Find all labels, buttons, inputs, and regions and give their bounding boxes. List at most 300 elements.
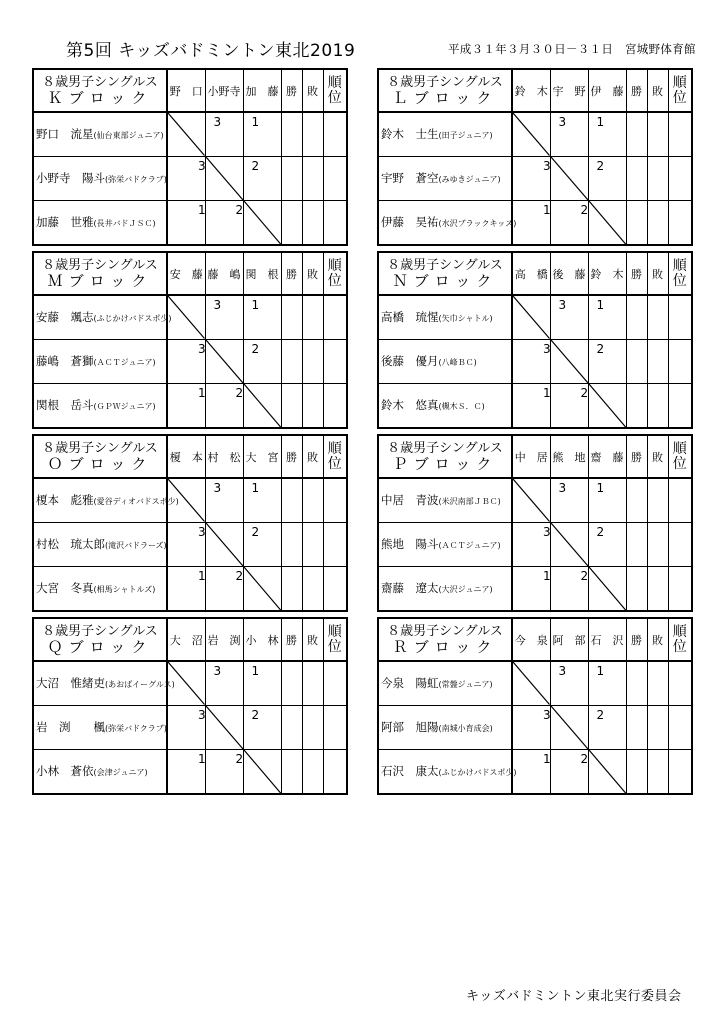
column-header: 中 居: [512, 436, 550, 478]
player-name: 宇野 蒼空: [381, 171, 439, 185]
score-cell: [512, 383, 550, 427]
column-header: 勝: [281, 436, 302, 478]
score-cell: [550, 661, 588, 705]
score-cell: [588, 705, 626, 749]
column-header: 勝: [626, 619, 647, 661]
player-club: (みゆきジュニア): [438, 175, 501, 184]
score-cell: [167, 383, 205, 427]
game-score: 1: [251, 115, 260, 129]
self-match-cell: [167, 112, 205, 156]
score-cell: [205, 112, 243, 156]
league-table: [34, 253, 346, 427]
player-club: (弥栄バドクラブ): [105, 724, 167, 733]
column-header: 敗: [647, 619, 668, 661]
table-row: [379, 112, 691, 156]
loss-cell: [302, 566, 323, 610]
game-score: 3: [543, 341, 551, 356]
self-match-cell: [588, 566, 626, 610]
game-score: 1: [596, 115, 605, 129]
rank-header: 順位: [323, 619, 346, 661]
rank-cell: [668, 522, 691, 566]
diagonal-slash: [244, 201, 281, 245]
game-score: 1: [543, 751, 551, 766]
player-club: (ＡＣＴジュニア): [438, 541, 501, 550]
self-match-cell: [243, 383, 281, 427]
game-score: 1: [596, 481, 605, 495]
game-score: 3: [543, 158, 551, 173]
loss-cell: [647, 339, 668, 383]
player-club: (ふじかけバドスポ少): [438, 768, 517, 778]
rank-cell: [323, 383, 346, 427]
column-header: 熊 地: [550, 436, 588, 478]
column-header: 敗: [302, 436, 323, 478]
self-match-cell: [205, 339, 243, 383]
player-name: 岩 渕 楓: [36, 720, 105, 734]
player-club: (矢巾シャトル): [438, 314, 493, 324]
loss-cell: [302, 339, 323, 383]
score-cell: [205, 749, 243, 793]
table-row: [34, 566, 346, 610]
rank-cell: [323, 705, 346, 749]
score-cell: [512, 156, 550, 200]
player-cell: [34, 112, 167, 156]
score-cell: [588, 156, 626, 200]
player-name: 鈴木 悠真: [381, 398, 439, 413]
column-header: 野 口: [167, 70, 205, 112]
self-match-cell: [243, 200, 281, 244]
player-cell: [34, 705, 167, 749]
game-score: 1: [251, 298, 260, 312]
rank-header: 順位: [668, 619, 691, 661]
score-cell: [243, 112, 281, 156]
column-header: 安 藤: [167, 253, 205, 295]
league-block: [377, 251, 693, 429]
score-cell: [512, 749, 550, 793]
page-title: 第5回 キッズバドミントン東北2019: [66, 41, 356, 61]
column-header: 敗: [647, 436, 668, 478]
game-score: 1: [543, 385, 551, 400]
win-cell: [281, 705, 302, 749]
score-cell: [550, 566, 588, 610]
self-match-cell: [588, 749, 626, 793]
column-header: 敗: [302, 70, 323, 112]
block-name: Ｎブロック: [392, 271, 498, 290]
game-score: 1: [198, 751, 206, 766]
score-cell: [512, 522, 550, 566]
player-club: (田子ジュニア): [438, 131, 493, 141]
table-row: [34, 156, 346, 200]
table-row: [34, 200, 346, 244]
win-cell: [626, 295, 647, 339]
block-name: Ｏブロック: [47, 454, 153, 473]
score-cell: [550, 383, 588, 427]
loss-cell: [647, 661, 668, 705]
category-label: ８歳男子シングルス: [387, 440, 503, 456]
win-cell: [626, 705, 647, 749]
block-header: [379, 253, 512, 295]
block-name: Ｒブロック: [392, 637, 498, 656]
self-match-cell: [588, 383, 626, 427]
league-table: [379, 70, 691, 244]
score-cell: [167, 566, 205, 610]
column-header: 勝: [281, 70, 302, 112]
league-block: [32, 251, 348, 429]
column-header: 勝: [281, 253, 302, 295]
player-name: 今泉 陽虹: [381, 676, 439, 691]
win-cell: [281, 478, 302, 522]
rank-header: 順位: [668, 253, 691, 295]
self-match-cell: [550, 339, 588, 383]
score-cell: [167, 749, 205, 793]
self-match-cell: [167, 295, 205, 339]
column-header: 榎 本: [167, 436, 205, 478]
category-label: ８歳男子シングルス: [42, 623, 158, 639]
column-header: 敗: [647, 253, 668, 295]
category-label: ８歳男子シングルス: [387, 623, 503, 639]
column-header: 関 根: [243, 253, 281, 295]
table-row: [379, 200, 691, 244]
player-club: (南城小育成会): [438, 724, 493, 733]
block-header: [379, 619, 512, 661]
rank-cell: [668, 383, 691, 427]
player-name: 村松 琉太郎: [36, 537, 105, 551]
diagonal-slash: [168, 662, 205, 705]
league-block: [377, 617, 693, 795]
player-cell: [379, 522, 512, 566]
score-cell: [512, 200, 550, 244]
league-table: [379, 619, 691, 793]
game-score: 3: [198, 524, 206, 539]
diagonal-slash: [513, 479, 550, 522]
column-header: 藤 嶋: [205, 253, 243, 295]
loss-cell: [647, 566, 668, 610]
rank-cell: [323, 566, 346, 610]
win-cell: [626, 566, 647, 610]
player-cell: [379, 339, 512, 383]
game-score: 1: [251, 664, 260, 678]
column-header: 勝: [626, 70, 647, 112]
game-score: 2: [580, 202, 589, 217]
game-score: 2: [251, 707, 260, 722]
score-cell: [588, 661, 626, 705]
score-cell: [550, 749, 588, 793]
player-club: (常盤ジュニア): [438, 680, 493, 690]
rank-cell: [668, 156, 691, 200]
column-header: 鈴 木: [588, 253, 626, 295]
rank-cell: [323, 112, 346, 156]
column-header: 宇 野: [550, 70, 588, 112]
game-score: 1: [251, 481, 260, 495]
score-cell: [205, 383, 243, 427]
category-label: ８歳男子シングルス: [42, 74, 158, 90]
game-score: 3: [213, 115, 222, 129]
rank-header: 順位: [668, 436, 691, 478]
player-club: (愛谷ディオバドスポ少): [93, 497, 179, 507]
game-score: 3: [198, 707, 206, 722]
self-match-cell: [243, 749, 281, 793]
rank-cell: [668, 112, 691, 156]
event-date-venue: 平成３１年３月３０日－３１日 宮城野体育館: [448, 42, 696, 56]
game-score: 2: [251, 158, 260, 173]
player-club: (大沢ジュニア): [438, 585, 493, 595]
diagonal-slash: [513, 296, 550, 339]
player-name: 石沢 康太: [381, 764, 439, 779]
loss-cell: [647, 156, 668, 200]
player-cell: [34, 478, 179, 522]
player-club: (滝沢バドラーズ): [105, 541, 167, 550]
player-club: (八峰ＢＣ): [438, 358, 477, 367]
rank-cell: [668, 339, 691, 383]
loss-cell: [647, 295, 668, 339]
game-score: 2: [596, 341, 605, 356]
player-name: 小野寺 陽斗: [36, 171, 105, 185]
score-cell: [243, 339, 281, 383]
win-cell: [281, 339, 302, 383]
rank-cell: [323, 156, 346, 200]
game-score: 2: [251, 341, 260, 356]
column-header: 小野寺: [205, 70, 243, 112]
self-match-cell: [205, 705, 243, 749]
rank-cell: [668, 566, 691, 610]
game-score: 3: [543, 707, 551, 722]
loss-cell: [647, 705, 668, 749]
player-cell: [34, 383, 167, 427]
table-row: [34, 295, 346, 339]
player-cell: [379, 112, 512, 156]
game-score: 2: [235, 751, 244, 766]
score-cell: [243, 522, 281, 566]
category-label: ８歳男子シングルス: [387, 74, 503, 90]
league-table: [34, 436, 346, 610]
block-header: [34, 253, 167, 295]
loss-cell: [302, 705, 323, 749]
game-score: 1: [543, 568, 551, 583]
rank-cell: [668, 705, 691, 749]
rank-cell: [323, 522, 346, 566]
player-club: (ＧＰＷジュニア): [93, 402, 156, 412]
column-header: 阿 部: [550, 619, 588, 661]
player-name: 榎本 彪雅: [36, 493, 94, 508]
game-score: 3: [558, 481, 567, 495]
game-score: 3: [543, 524, 551, 539]
loss-cell: [647, 383, 668, 427]
self-match-cell: [167, 478, 205, 522]
game-score: 3: [213, 481, 222, 495]
column-header: 勝: [626, 253, 647, 295]
organizer-footer: キッズバドミントン東北実行委員会: [466, 989, 682, 1004]
loss-cell: [647, 522, 668, 566]
diagonal-slash: [513, 662, 550, 705]
league-block: [377, 434, 693, 612]
category-label: ８歳男子シングルス: [42, 440, 158, 456]
league-table: [379, 436, 691, 610]
column-header: 伊 藤: [588, 70, 626, 112]
loss-cell: [302, 295, 323, 339]
player-club: (槻木Ｓ．Ｃ): [438, 402, 485, 412]
loss-cell: [302, 661, 323, 705]
block-name: Ｐブロック: [392, 454, 498, 473]
score-cell: [588, 112, 626, 156]
player-club: (あおばイーグルス): [105, 680, 175, 690]
win-cell: [626, 339, 647, 383]
player-cell: [379, 705, 512, 749]
score-cell: [243, 661, 281, 705]
score-cell: [205, 200, 243, 244]
self-match-cell: [512, 295, 550, 339]
column-header: 小 林: [243, 619, 281, 661]
player-cell: [34, 749, 167, 793]
loss-cell: [647, 200, 668, 244]
diagonal-slash: [244, 567, 281, 611]
score-cell: [205, 295, 243, 339]
player-cell: [379, 478, 512, 522]
block-name: Ｋブロック: [47, 88, 153, 107]
table-row: [34, 705, 346, 749]
game-score: 2: [580, 568, 589, 583]
rank-cell: [323, 661, 346, 705]
win-cell: [281, 295, 302, 339]
self-match-cell: [512, 478, 550, 522]
diagonal-slash: [206, 157, 243, 200]
player-club: (仙台東部ジュニア): [93, 131, 164, 141]
player-cell: [34, 661, 175, 705]
loss-cell: [302, 522, 323, 566]
player-cell: [34, 156, 167, 200]
win-cell: [281, 522, 302, 566]
win-cell: [626, 749, 647, 793]
column-header: 大 沼: [167, 619, 205, 661]
rank-header: 順位: [323, 70, 346, 112]
win-cell: [281, 749, 302, 793]
player-name: 阿部 旭陽: [381, 720, 439, 734]
win-cell: [281, 112, 302, 156]
loss-cell: [647, 112, 668, 156]
diagonal-slash: [551, 340, 588, 383]
diagonal-slash: [206, 523, 243, 566]
player-cell: [34, 295, 172, 339]
player-club: (米沢南部ＪＢＣ): [438, 497, 501, 507]
league-table: [379, 253, 691, 427]
diagonal-slash: [551, 706, 588, 749]
table-row: [34, 661, 346, 705]
rank-cell: [323, 749, 346, 793]
table-row: [379, 566, 691, 610]
self-match-cell: [550, 156, 588, 200]
table-row: [34, 383, 346, 427]
block-header: [379, 70, 512, 112]
score-cell: [512, 705, 550, 749]
column-header: 敗: [647, 70, 668, 112]
diagonal-slash: [589, 567, 626, 611]
game-score: 3: [198, 158, 206, 173]
score-cell: [205, 478, 243, 522]
player-cell: [379, 383, 512, 427]
block-header: [34, 70, 167, 112]
game-score: 1: [198, 568, 206, 583]
table-row: [379, 705, 691, 749]
loss-cell: [302, 383, 323, 427]
score-cell: [167, 200, 205, 244]
player-club: (ＡＣＴジュニア): [93, 358, 156, 367]
player-cell: [379, 295, 512, 339]
block-header: [34, 436, 167, 478]
column-header: 加 藤: [243, 70, 281, 112]
self-match-cell: [205, 522, 243, 566]
column-header: 齋 藤: [588, 436, 626, 478]
player-club: (弥栄バドクラブ): [105, 175, 167, 184]
table-row: [379, 478, 691, 522]
table-row: [34, 478, 346, 522]
game-score: 3: [213, 664, 222, 678]
player-name: 藤嶋 蒼獅: [36, 354, 94, 368]
rank-header: 順位: [668, 70, 691, 112]
rank-cell: [323, 200, 346, 244]
game-score: 3: [213, 298, 222, 312]
column-header: 鈴 木: [512, 70, 550, 112]
table-row: [379, 156, 691, 200]
game-score: 2: [251, 524, 260, 539]
score-cell: [512, 566, 550, 610]
self-match-cell: [512, 661, 550, 705]
loss-cell: [302, 156, 323, 200]
player-club: (相馬シャトルズ): [93, 585, 156, 595]
score-cell: [550, 478, 588, 522]
player-cell: [34, 522, 167, 566]
player-cell: [34, 200, 167, 244]
player-name: 大沼 惟緒吏: [36, 676, 105, 691]
loss-cell: [302, 749, 323, 793]
diagonal-slash: [244, 750, 281, 794]
score-cell: [243, 156, 281, 200]
loss-cell: [302, 478, 323, 522]
league-block: [32, 68, 348, 246]
self-match-cell: [550, 522, 588, 566]
table-row: [34, 749, 346, 793]
score-cell: [550, 200, 588, 244]
league-table: [34, 70, 346, 244]
win-cell: [626, 156, 647, 200]
score-cell: [243, 478, 281, 522]
game-score: 3: [198, 341, 206, 356]
player-name: 熊地 陽斗: [381, 537, 439, 551]
game-score: 3: [558, 664, 567, 678]
player-cell: [379, 749, 517, 793]
game-score: 2: [235, 385, 244, 400]
score-cell: [588, 339, 626, 383]
game-score: 1: [543, 202, 551, 217]
loss-cell: [647, 749, 668, 793]
win-cell: [626, 522, 647, 566]
player-cell: [379, 200, 517, 244]
game-score: 1: [198, 202, 206, 217]
win-cell: [281, 661, 302, 705]
player-club: (ふじかけバドスポ少): [93, 314, 172, 324]
loss-cell: [302, 112, 323, 156]
game-score: 2: [596, 707, 605, 722]
game-score: 2: [580, 751, 589, 766]
win-cell: [626, 200, 647, 244]
league-table: [34, 619, 346, 793]
self-match-cell: [550, 705, 588, 749]
player-name: 中居 青波: [381, 493, 439, 508]
game-score: 3: [558, 115, 567, 129]
game-score: 2: [235, 568, 244, 583]
block-name: Ｑブロック: [47, 637, 153, 656]
game-score: 2: [235, 202, 244, 217]
player-cell: [379, 156, 512, 200]
diagonal-slash: [513, 113, 550, 156]
column-header: 石 沢: [588, 619, 626, 661]
